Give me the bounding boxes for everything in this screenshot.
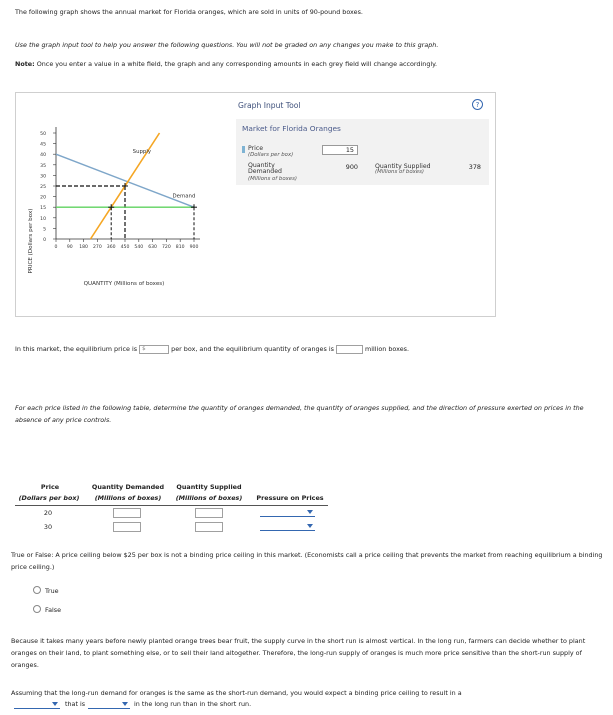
qd-input-30[interactable] [113, 522, 141, 532]
y-tick-label: 35 [40, 163, 46, 169]
qd-value: 900 [345, 163, 358, 171]
chevron-down-icon [122, 702, 128, 706]
x-tick-label: 90 [66, 245, 73, 250]
x-tick-label: 450 [120, 245, 130, 250]
note-text [15, 58, 605, 70]
eq-quantity-input[interactable] [336, 345, 363, 354]
qd-unit: (Millions of boxes) [248, 176, 298, 182]
chevron-down-icon [52, 702, 58, 706]
note-body: Once you enter a value in a white field, the graph and any corresponding amounts in each grey field will change accordingly. [34, 60, 438, 68]
help-icon[interactable]: ? [472, 99, 483, 110]
demand-label: Demand [172, 193, 196, 200]
equilibrium-question [15, 343, 605, 355]
y-tick-label: 30 [40, 174, 46, 180]
qs-input-30[interactable] [195, 522, 223, 532]
x-tick-label: 360 [106, 245, 116, 250]
intro-text: The following graph shows the annual market for Florida oranges, which are sold in units of 90-pound boxes. [15, 8, 363, 16]
price-marker-icon [242, 146, 245, 153]
qs-unit: (Millions of boxes) [375, 169, 425, 175]
x-tick-label: 630 [148, 245, 157, 250]
y-tick-label: 50 [40, 132, 46, 137]
eq-middle: per box, and the equilibrium quantity of oranges is [169, 345, 336, 353]
x-tick-label: 180 [79, 245, 88, 250]
market-chart[interactable] [16, 93, 226, 316]
y-tick-label: 0 [43, 238, 46, 243]
qd-input-20[interactable] [113, 508, 141, 518]
qs-value: 378 [468, 163, 481, 171]
table-header-rule [15, 505, 328, 506]
final-mid-text: that is [65, 700, 86, 708]
qs-input-20[interactable] [195, 508, 223, 518]
qd-label [248, 163, 282, 175]
final-end-text: in the long run than in the short run. [134, 700, 252, 708]
row-price-30: 30 [43, 523, 53, 531]
price-unit: (Dollars per box) [248, 152, 294, 158]
y-tick-label: 40 [40, 153, 46, 159]
graph-input-box [236, 119, 489, 185]
supply-label: Supply [132, 149, 152, 156]
radio-false-label[interactable]: False [45, 606, 62, 614]
note-label: Note: [15, 60, 35, 68]
radio-true-label[interactable]: True [45, 587, 59, 595]
qd-label-line1: Quantity [248, 162, 275, 169]
x-tick-label: 0 [54, 245, 58, 250]
y-tick-label: 5 [43, 227, 46, 233]
eq-prefix: In this market, the equilibrium price is [15, 345, 140, 353]
th-price: Price [40, 483, 60, 491]
pressure-dropdown-20[interactable] [260, 508, 315, 517]
final-dropdown-2[interactable] [88, 700, 130, 709]
longrun-paragraph: Because it takes many years before newly planted orange trees bear fruit, the supply curve in the short run is almost vertical. In the long run, farmers can decide whether to plant oranges on their land, to plant something else, or to sell their land altogether. Therefore, the long-run supply of oranges is much more price sensitive than the short-run supply of oranges. [11, 637, 586, 669]
eq-price-input[interactable]: $ [139, 345, 169, 354]
x-tick-label: 270 [93, 245, 102, 250]
table-intro: For each price listed in the following table, determine the quantity of oranges demanded, the quantity of oranges supplied, and the direction of pressure exerted on prices in the absence of any price controls. [15, 404, 584, 424]
chevron-down-icon [307, 510, 313, 514]
th-qs-unit: (Millions of boxes) [175, 494, 243, 502]
final-question: Assuming that the long-run demand for oranges is the same as the short-run demand, you would expect a binding price ceiling to result in a [11, 689, 462, 697]
x-tick-label: 810 [175, 245, 185, 250]
price-input[interactable]: 15 [322, 145, 358, 155]
tf-question: True or False: A price ceiling below $25 per box is not a binding price ceiling in this market. (Economists call a price ceiling that prevents the market from reaching equilibrium a binding price ceiling.) [11, 551, 603, 571]
x-tick-label: 540 [134, 245, 144, 250]
y-tick-label: 20 [40, 195, 46, 201]
graph-area [16, 93, 226, 316]
th-qs: Quantity Supplied [176, 483, 242, 491]
y-axis-label: PRICE (Dollars per box) [28, 208, 34, 274]
qs-label: Quantity Supplied [375, 163, 431, 170]
x-tick-label: 720 [162, 245, 171, 250]
radio-false[interactable] [33, 605, 41, 613]
radio-true[interactable] [33, 586, 41, 594]
x-axis-label: QUANTITY (Millions of boxes) [83, 281, 165, 287]
x-tick-label: 900 [189, 245, 199, 250]
y-tick-label: 15 [40, 206, 46, 212]
pressure-dropdown-30[interactable] [260, 522, 315, 531]
graph-panel [15, 92, 496, 317]
instruction-text: Use the graph input tool to help you answer the following questions. You will not be graded on any changes you make to this graph. [15, 41, 439, 49]
th-qd-unit: (Millions of boxes) [94, 494, 162, 502]
th-qd: Quantity Demanded [91, 483, 165, 491]
final-dropdown-1[interactable] [14, 700, 60, 709]
price-label: Price [248, 145, 264, 152]
row-price-20: 20 [43, 509, 53, 517]
y-tick-label: 45 [40, 142, 46, 148]
qd-label-line2: Demanded [248, 168, 282, 175]
y-tick-label: 10 [40, 216, 46, 222]
th-price-unit: (Dollars per box) [18, 494, 80, 502]
graph-input-tool-title: Graph Input Tool [238, 101, 301, 110]
y-tick-label: 25 [40, 185, 46, 190]
th-pressure: Pressure on Prices [256, 494, 324, 502]
market-title: Market for Florida Oranges [242, 124, 341, 133]
eq-suffix: million boxes. [362, 345, 409, 353]
chevron-down-icon [307, 524, 313, 528]
